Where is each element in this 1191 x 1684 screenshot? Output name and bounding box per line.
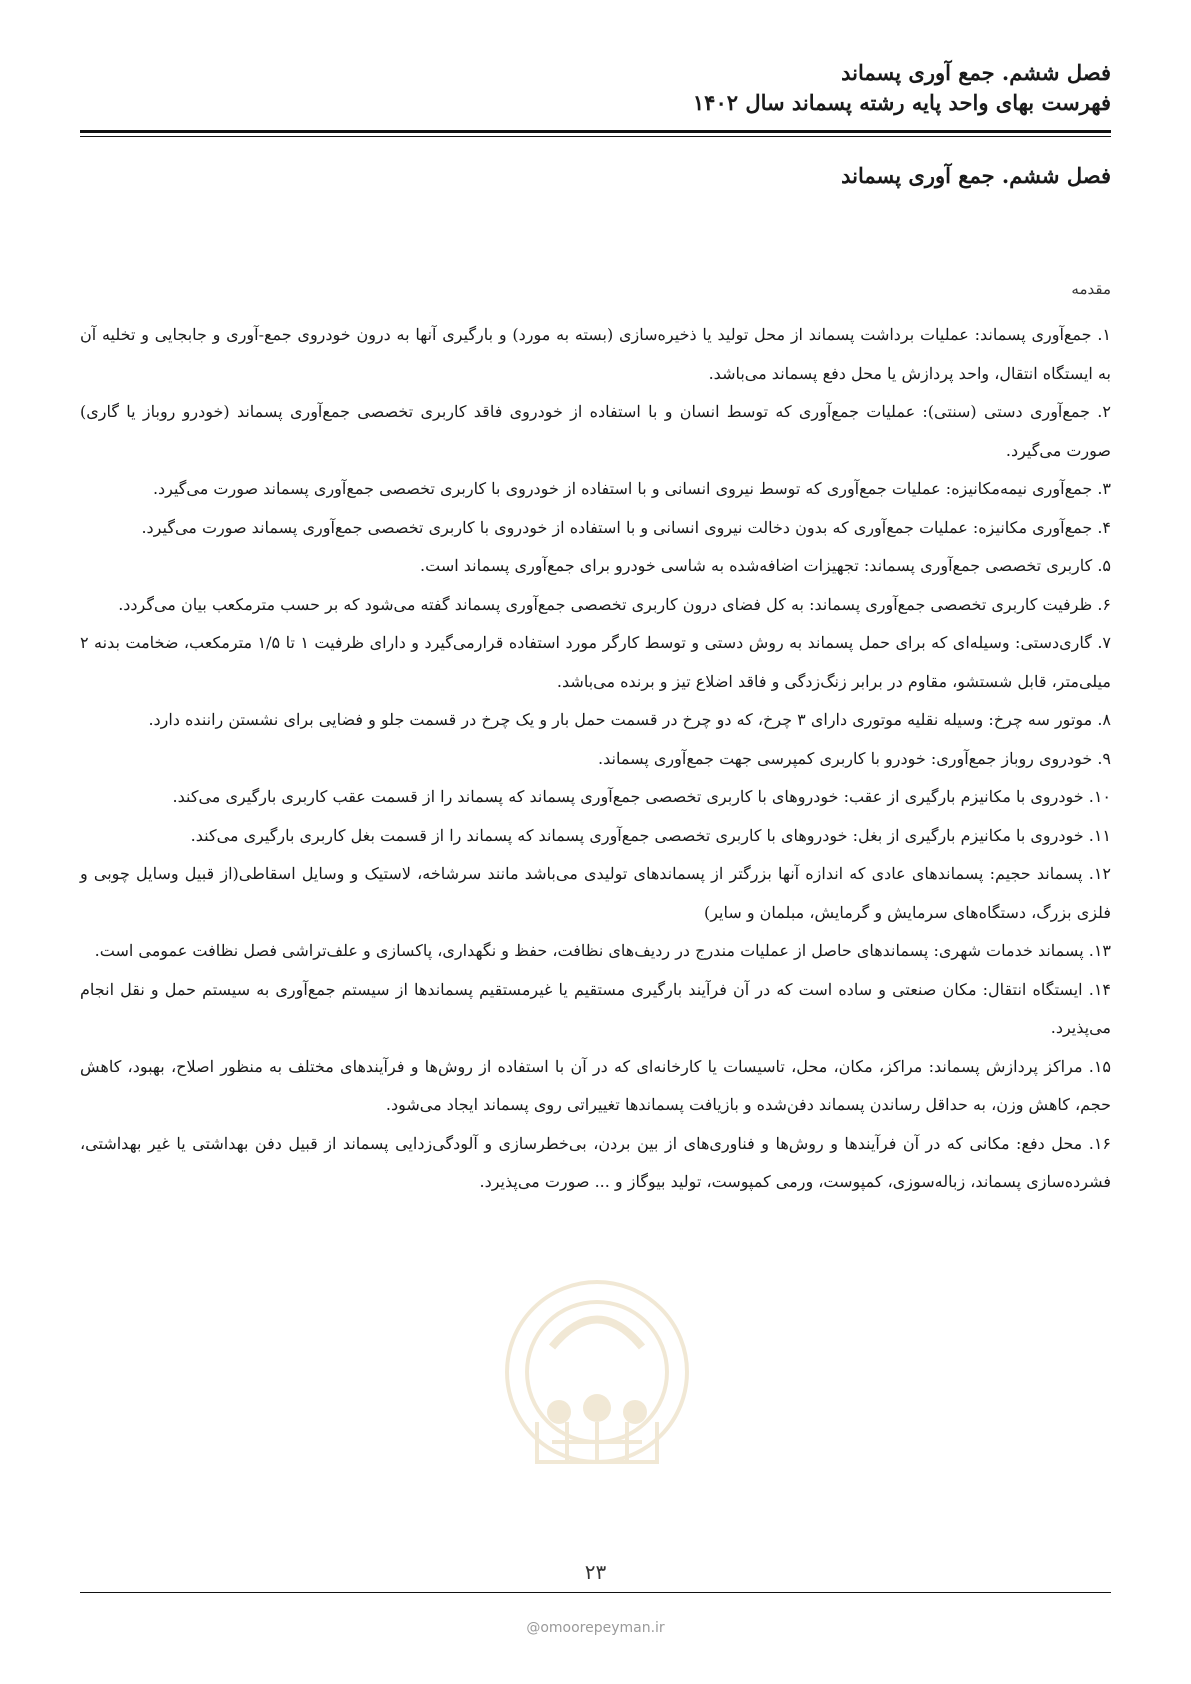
chapter-title: فصل ششم. جمع آوری پسماند — [841, 163, 1111, 188]
page-number: ۲۳ — [584, 1560, 607, 1584]
list-item: ۳. جمع‌آوری نیمه‌مکانیزه: عملیات جمع‌آوری که توسط نیروی انسانی و با استفاده از خودروی با کاربری تخصصی جمع‌آوری پسماند صورت می‌گیرد. — [152, 479, 1111, 498]
list-item: ۷. گاری‌دستی: وسیله‌ای که برای حمل پسماند به روش دستی و توسط کارگر مورد استفاده قرارمی‌گیرد و دارای ظرفیت ۱ تا ۱/۵ مترمکعب، ضخامت بدنه ۲ میلی‌متر، قابل شستشو، مقاوم در برابر زنگ‌زدگی و فاقد اضلاع تیز و برنده می‌باشد. — [80, 633, 1111, 691]
header-chapter: فصل ششم. جمع آوری پسماند — [841, 60, 1111, 85]
list-item: ۱۰. خودروی با مکانیزم بارگیری از عقب: خودروهای با کاربری تخصصی جمع‌آوری پسماند که پسماند را از قسمت عقب کاربری بارگیری می‌کند. — [172, 787, 1111, 806]
list-item: ۱۳. پسماند خدمات شهری: پسماندهای حاصل از عملیات مندرج در ردیف‌های نظافت، حفظ و نگهداری، پاکسازی و علف‌تراشی فصل نظافت عمومی است. — [94, 941, 1111, 960]
list-item: ۸. موتور سه چرخ: وسیله نقلیه موتوری دارای ۳ چرخ، که دو چرخ در قسمت حمل بار و یک چرخ در قسمت جلو و فضایی برای نشستن راننده دارد. — [148, 710, 1111, 729]
list-item: ۱. جمع‌آوری پسماند: عملیات برداشت پسماند از محل تولید یا ذخیره‌سازی (بسته به مورد) و بارگیری آنها به درون خودروی جمع-آوری و جابجایی و تخلیه آن به ایستگاه انتقال، واحد پردازش یا محل دفع پسماند می‌باشد. — [80, 325, 1111, 383]
list-item: ۱۲. پسماند حجیم: پسماندهای عادی که اندازه آنها بزرگتر از پسماندهای تولیدی می‌باشد مانند سرشاخه، لاستیک و وسایل اسقاطی(از قبیل وسایل چوبی و فلزی بزرگ، دستگاه‌های سرمایش و گرمایش، مبلمان و سایر) — [80, 864, 1111, 922]
intro-label: مقدمه — [1071, 280, 1111, 298]
list-item: ۶. ظرفیت کاربری تخصصی جمع‌آوری پسماند: به کل فضای درون کاربری تخصصی جمع‌آوری پسماند گفته می‌شود که بر حسب مترمکعب بیان می‌گردد. — [118, 594, 1111, 614]
list-item: ۱۶. محل دفع: مکانی که در آن فرآیندها و روش‌ها و فناوری‌های از بین بردن، بی‌خطرسازی و آلودگی‌زدایی پسماند از قبیل دفن بهداشتی یا غیر بهداشتی، فشرده‌سازی پسماند، زباله‌سوزی، کمپوست، ورمی کمپوست، تولید بیوگاز و ... صورت می‌پذیرد. — [80, 1133, 1111, 1191]
list-item: ۲. جمع‌آوری دستی (سنتی): عملیات جمع‌آوری که توسط انسان و با استفاده از خودروی فاقد کاربری تخصصی جمع‌آوری پسماند (خودرو روباز یا گاری) صورت می‌گیرد. — [80, 402, 1111, 460]
header-rule-thick — [80, 130, 1111, 133]
header-document-title: فهرست بهای واحد پایه رشته پسماند سال ۱۴۰۲ — [692, 90, 1111, 115]
list-item: ۱۴. ایستگاه انتقال: مکان صنعتی و ساده است که در آن فرآیند بارگیری مستقیم یا غیرمستقیم پسماندها از سیستم جمع‌آوری به سیستم حمل و نقل انجام می‌پذیرد. — [80, 979, 1111, 1037]
list-item: ۱۵. مراکز پردازش پسماند: مراکز، مکان، محل، تاسیسات یا کارخانه‌ای که در آن با استفاده از روش‌ها و فرآیندهای مختلف به منظور اصلاح، بهبود، کاهش حجم، کاهش وزن، به حداقل رساندن پسماند دفن‌شده و بازیافت پسماندها تغییراتی روی پسماند ایجاد می‌شود. — [80, 1056, 1111, 1114]
definitions-list — [80, 316, 1111, 1202]
list-item: ۱۱. خودروی با مکانیزم بارگیری از بغل: خودروهای با کاربری تخصصی جمع‌آوری پسماند که پسماند را از قسمت بغل کاربری بارگیری می‌کند. — [190, 825, 1111, 845]
header-rule-thin — [80, 136, 1111, 137]
footer-url: @omoorepeyman.ir — [526, 1620, 665, 1636]
list-item: ۹. خودروی روباز جمع‌آوری: خودرو با کاربری کمپرسی جهت جمع‌آوری پسماند. — [598, 748, 1111, 768]
list-item: ۴. جمع‌آوری مکانیزه: عملیات جمع‌آوری که بدون دخالت نیروی انسانی و با استفاده از خودروی با کاربری تخصصی جمع‌آوری پسماند صورت می‌گیرد. — [141, 517, 1111, 537]
watermark-seal-icon — [497, 1262, 697, 1492]
list-item: ۵. کاربری تخصصی جمع‌آوری پسماند: تجهیزات اضافه‌شده به شاسی خودرو برای جمع‌آوری پسماند است. — [420, 556, 1111, 575]
running-header — [80, 58, 1111, 118]
footer-rule — [80, 1592, 1111, 1593]
